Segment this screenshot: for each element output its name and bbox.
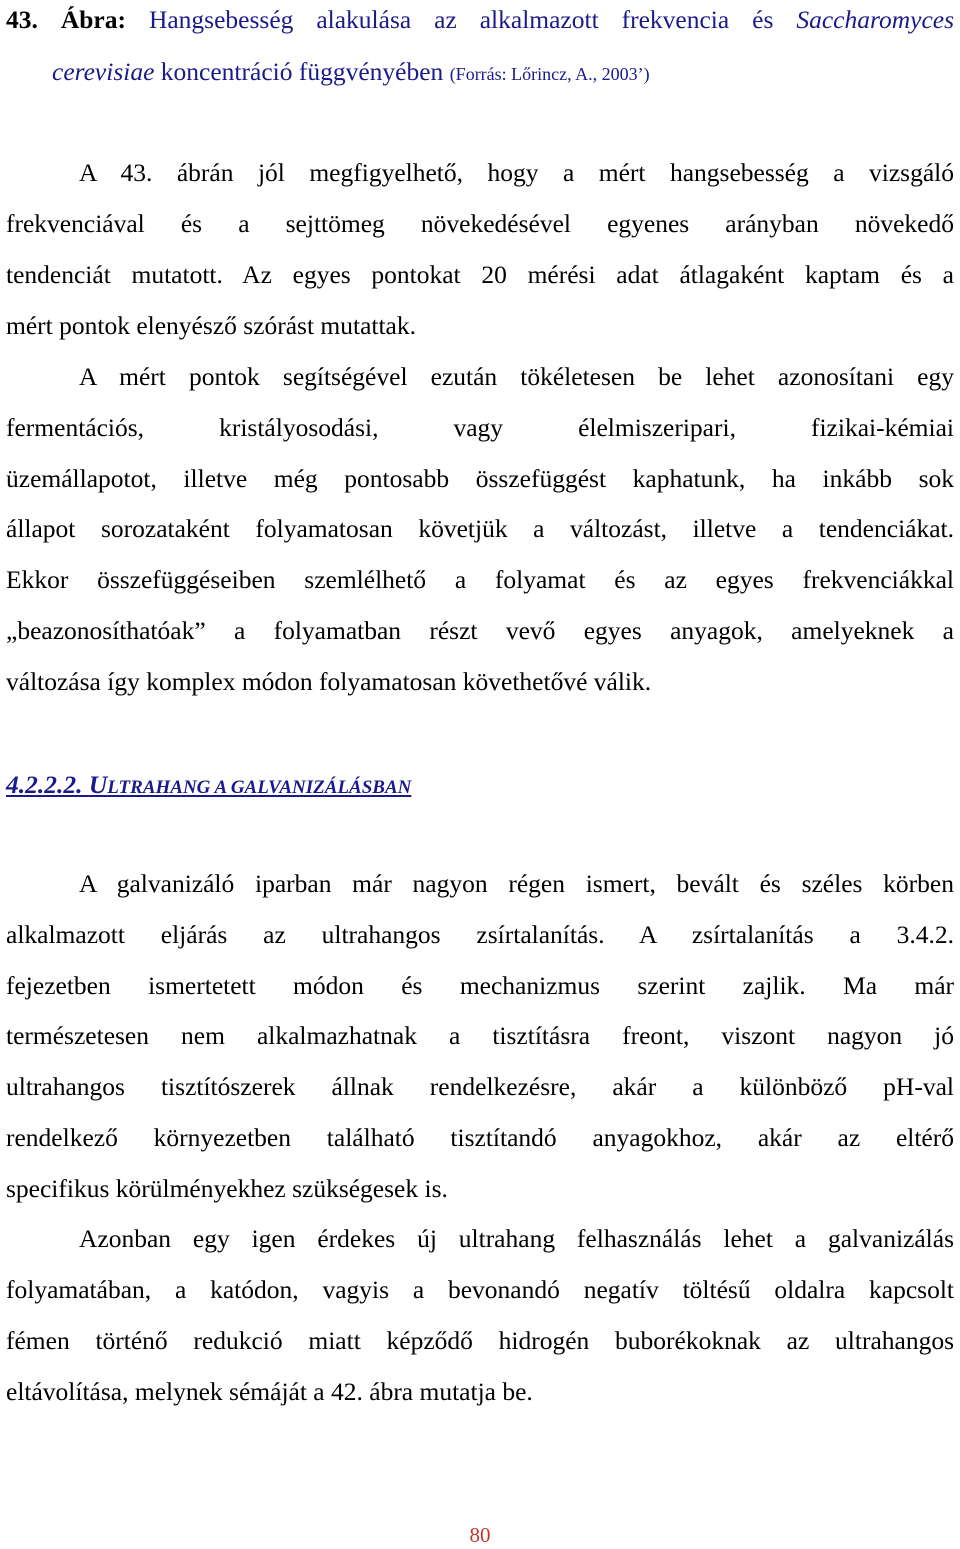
paragraph-2-line: változása így komplex módon folyamatosan követhetővé válik. [6,667,652,696]
paragraph-4-line: Azonban egy igen érdekes új ultrahang felhasználás lehet a galvanizálás [79,1224,954,1253]
paragraph-1-line: tendenciát mutatott. Az egyes pontokat 20 mérési adat átlagaként kaptam és a [6,260,954,289]
section-heading [6,770,411,803]
paragraph-3-line: A galvanizáló iparban már nagyon régen ismert, bevált és széles körben [79,869,954,898]
section-title-initial: U [88,770,108,799]
figure-caption-text-2: koncentráció függvényében [160,57,444,86]
paragraph-3-line: rendelkező környezetben található tisztítandó anyagokhoz, akár az eltérő [6,1123,954,1152]
paragraph-3-line: fejezetben ismertetett módon és mechanizmus szerint zajlik. Ma már [6,971,954,1000]
paragraph-2-line: A mért pontok segítségével ezután tökéletesen be lehet azonosítani egy [79,362,954,391]
paragraph-3-line: alkalmazott eljárás az ultrahangos zsírtalanítás. A zsírtalanítás a 3.4.2. [6,920,954,949]
figure-caption-label: 43. Ábra: [6,5,126,34]
figure-caption-species-name: cerevisiae [52,57,155,86]
paragraph-2-line: állapot sorozataként folyamatosan követjük a változást, illetve a tendenciákat. [6,514,954,543]
page-number: 80 [469,1523,491,1547]
paragraph-1-line: frekvenciával és a sejttömeg növekedésével egyenes arányban növekedő [6,209,954,238]
paragraph-3-line: specifikus körülményekhez szükségesek is. [6,1174,448,1203]
figure-caption-line-1 [6,5,954,35]
paragraph-4-line: eltávolítása, melynek sémáját a 42. ábra mutatja be. [6,1377,533,1406]
paragraph-2-line: Ekkor összefüggéseiben szemlélhető a folyamat és az egyes frekvenciákkal [6,565,954,594]
section-number: 4.2.2.2. [6,770,83,799]
paragraph-3-line: természetesen nem alkalmazhatnak a tisztításra freont, viszont nagyon jó [6,1021,954,1050]
figure-caption-text: Hangsebesség alakulása az alkalmazott frekvencia és [148,5,774,34]
figure-caption-line-2 [52,57,650,89]
paragraph-4-line: fémen történő redukció miatt képződő hidrogén buborékoknak az ultrahangos [6,1326,954,1355]
paragraph-3-line: ultrahangos tisztítószerek állnak rendelkezésre, akár a különböző pH-val [6,1072,954,1101]
paragraph-4-line: folyamatában, a katódon, vagyis a bevonandó negatív töltésű oldalra kapcsolt [6,1275,954,1304]
paragraph-2-line: fermentációs, kristályosodási, vagy élelmiszeripari, fizikai-kémiai [6,413,954,442]
paragraph-1-line: mért pontok elenyésző szórást mutattak. [6,311,417,340]
paragraph-2-line: „beazonosíthatóak” a folyamatban részt vevő egyes anyagok, amelyeknek a [6,616,954,645]
section-title: LTRAHANG A GALVANIZÁLÁSBAN [107,777,412,798]
paragraph-2-line: üzemállapotot, illetve még pontosabb összefüggést kaphatunk, ha inkább sok [6,464,954,493]
figure-caption-source: (Forrás: Lőrincz, A., 2003’) [449,64,650,84]
figure-caption-species-genus: Saccharomyces [796,5,955,34]
paragraph-1-line: A 43. ábrán jól megfigyelhető, hogy a mért hangsebesség a vizsgáló [79,158,954,187]
